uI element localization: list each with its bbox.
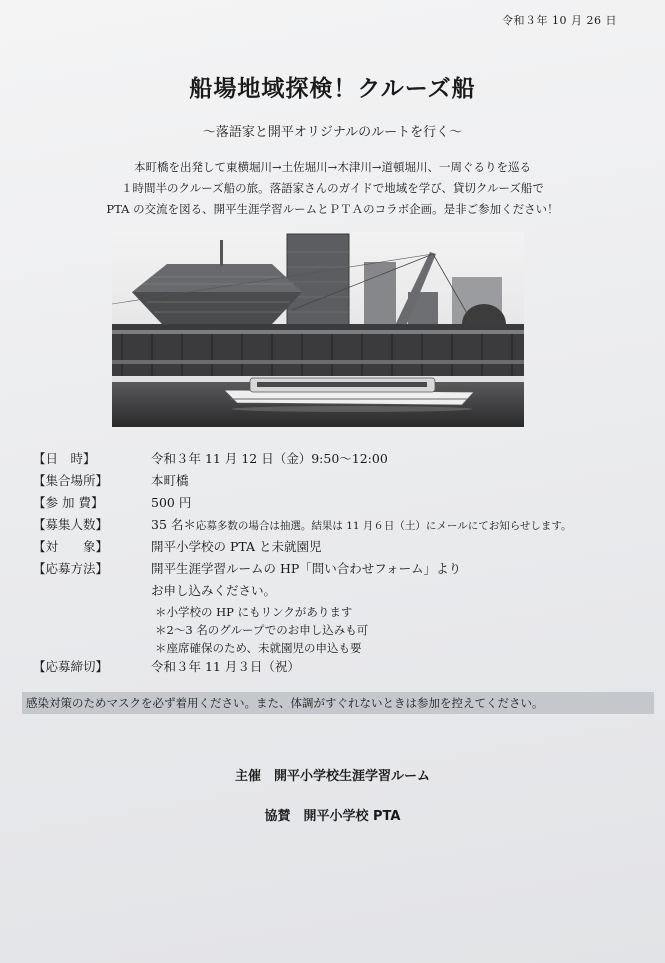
detail-label: 【応募方法】 bbox=[33, 561, 109, 576]
capacity-note: 応募多数の場合は抽選。結果は 11 月６日（土）にメールにてお知らせします。 bbox=[195, 520, 572, 532]
detail-value: 令和３年 11 月 12 日（金）9:50～12:00 bbox=[151, 451, 388, 466]
cruise-photo bbox=[112, 232, 524, 427]
detail-value: 令和３年 11 月３日（祝） bbox=[151, 659, 300, 674]
intro-paragraph bbox=[0, 157, 665, 220]
application-line-2: お申し込みください。 bbox=[151, 583, 277, 598]
application-note: ＊座席確保のため、未就園児の申込も要 bbox=[155, 641, 362, 655]
issue-date: 令和３年 10 月 26 日 bbox=[502, 14, 617, 27]
detail-row-deadline bbox=[33, 657, 653, 679]
page-title: 船場地域探検！クルーズ船 bbox=[189, 76, 476, 102]
mask-notice: 感染対策のためマスクを必ず着用ください。また、体調がすぐれないときは参加を控えてください。 bbox=[22, 692, 654, 714]
application-note: ＊2～3 名のグループでのお申し込みも可 bbox=[155, 623, 369, 637]
detail-row-meeting-place bbox=[33, 471, 653, 493]
detail-row-date bbox=[33, 449, 653, 471]
detail-value: 開平小学校の PTA と未就園児 bbox=[151, 539, 322, 554]
detail-value: 35 名＊応募多数の場合は抽選。結果は 11 月６日（土）にメールにてお知らせします。 bbox=[151, 517, 572, 532]
detail-row-capacity bbox=[33, 515, 653, 537]
detail-label: 【日 時】 bbox=[33, 451, 96, 466]
detail-row-target bbox=[33, 537, 653, 559]
sponsor: 協賛 開平小学校 PTA bbox=[264, 809, 401, 824]
detail-value: 500 円 bbox=[151, 495, 192, 510]
detail-label: 【募集人数】 bbox=[33, 517, 109, 532]
intro-line: １時間半のクルーズ船の旅。落語家さんのガイドで地域を学び、貸切クルーズ船で bbox=[121, 181, 544, 195]
detail-row-fee bbox=[33, 493, 653, 515]
subtitle: ～落語家と開平オリジナルのルートを行く～ bbox=[202, 125, 463, 140]
intro-line: PTA の交流を図る、開平生涯学習ルームとＰＴＡのコラボ企画。是非ご参加ください！ bbox=[106, 202, 559, 216]
detail-label: 【集合場所】 bbox=[33, 473, 109, 488]
event-details bbox=[33, 449, 653, 679]
detail-value: 本町橋 bbox=[151, 473, 189, 488]
intro-line: 本町橋を出発して東横堀川→土佐堀川→木津川→道頓堀川、一周ぐるりを巡る bbox=[134, 160, 531, 174]
organizer: 主催 開平小学校生涯学習ルーム bbox=[234, 769, 430, 784]
application-note: ＊小学校の HP にもリンクがあります bbox=[155, 605, 353, 619]
detail-label: 【参 加 費】 bbox=[33, 495, 104, 510]
detail-label: 【応募締切】 bbox=[33, 659, 109, 674]
detail-row-application bbox=[33, 559, 653, 581]
detail-value: 開平生涯学習ルームの HP「問い合わせフォーム」より bbox=[151, 561, 462, 576]
detail-label: 【対 象】 bbox=[33, 539, 109, 554]
